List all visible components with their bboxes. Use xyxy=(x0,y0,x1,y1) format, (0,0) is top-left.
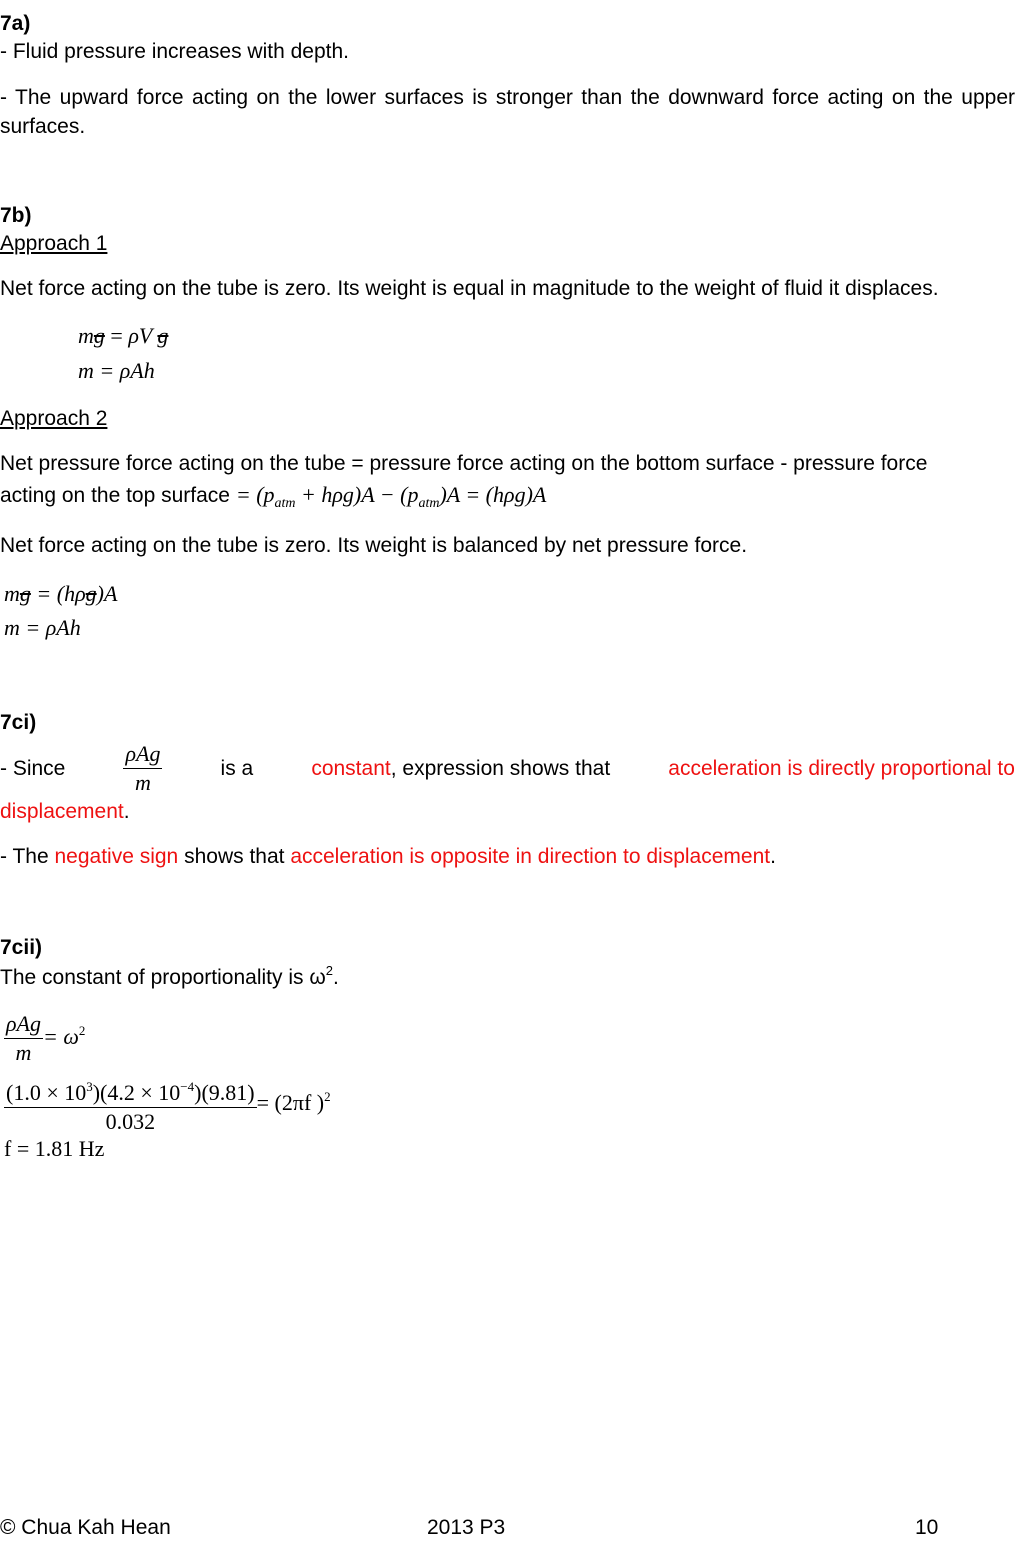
approach2-title: Approach 2 xyxy=(0,407,108,430)
equation-7cii-2: $\frac{(1.0 \times 10^3)(4.2 \times 10^{-4})(9.81)}{0.032}$ = (2πf )$^2$ xyxy=(4,1073,331,1136)
approach1-equation-2: m = ρAh xyxy=(78,358,155,383)
approach1-title: Approach 1 xyxy=(0,232,108,255)
approach2-text-line2: acting on the top surface = $(p_{atm} + h\rho g)A - (p_{atm})A = (h\rho g)A$ xyxy=(0,482,547,511)
fraction-numeric: $\frac{(1.0 \times 10^3)(4.2 \times 10^{-4})(9.81)}{0.032}$ xyxy=(4,1073,257,1136)
text-7cii: The constant of proportionality is $\omega^2$. xyxy=(0,963,339,989)
highlight-acceleration-opposite: acceleration is opposite in direction to displacement xyxy=(290,845,771,868)
heading-7ci: 7ci) xyxy=(0,711,37,734)
heading-7a: 7a) xyxy=(0,12,31,35)
footer-page-number: 10 xyxy=(915,1516,939,1539)
highlight-negative-sign: negative sign xyxy=(54,845,179,868)
approach2-text-2: Net force acting on the tube is zero. Its weight is balanced by net pressure force. xyxy=(0,534,748,557)
approach2-inline-equation: = $(p_{atm} + h\rho g)A - (p_{atm})A = (h\rho g)A$ xyxy=(235,482,547,511)
approach2-equation-1: mg = (hρg)A xyxy=(4,581,118,606)
text-7ci-line1: - Since $\frac{\text{ρAg}}{m}$ is a constant, expression shows that acceleration is directly proportional to xyxy=(0,741,1015,795)
fraction-rhoAg-over-m-2: $\frac{\text{ρAg}}{m}$ xyxy=(6,1011,41,1065)
equation-7cii-1: $\frac{\text{ρAg}}{m}$ = $\omega^2$ xyxy=(6,1011,86,1065)
heading-7b: 7b) xyxy=(0,204,32,227)
heading-7cii: 7cii) xyxy=(0,936,43,959)
text-7a-line2: - The upward force acting on the lower surfaces is stronger than the downward force acting on the upper surfaces. xyxy=(0,86,1015,138)
footer-author: © Chua Kah Hean xyxy=(0,1516,171,1539)
approach1-text: Net force acting on the tube is zero. Its weight is equal in magnitude to the weight of fluid it displaces. xyxy=(0,277,939,300)
footer-paper: 2013 P3 xyxy=(427,1516,506,1539)
approach2-text-line1: Net pressure force acting on the tube = pressure force acting on the bottom surface - pressure force xyxy=(0,452,928,475)
equation-7cii-3: f = 1.81 Hz xyxy=(4,1136,105,1161)
approach2-equation-2: m = ρAh xyxy=(4,615,81,640)
approach1-equation-1: mg = ρV g xyxy=(78,323,169,348)
highlight-displacement: displacement xyxy=(0,800,124,823)
highlight-acceleration-proportional: acceleration is directly proportional to xyxy=(668,756,1015,780)
fraction-rhoAg-over-m: $\frac{\text{ρAg}}{m}$ xyxy=(125,741,161,795)
highlight-constant: constant xyxy=(311,756,391,780)
text-7ci-line2: - The negative sign shows that acceleration is opposite in direction to displacement. xyxy=(0,845,776,868)
text-7a-line1: - Fluid pressure increases with depth. xyxy=(0,40,349,63)
text-7ci-line1-cont: displacement. xyxy=(0,800,130,823)
